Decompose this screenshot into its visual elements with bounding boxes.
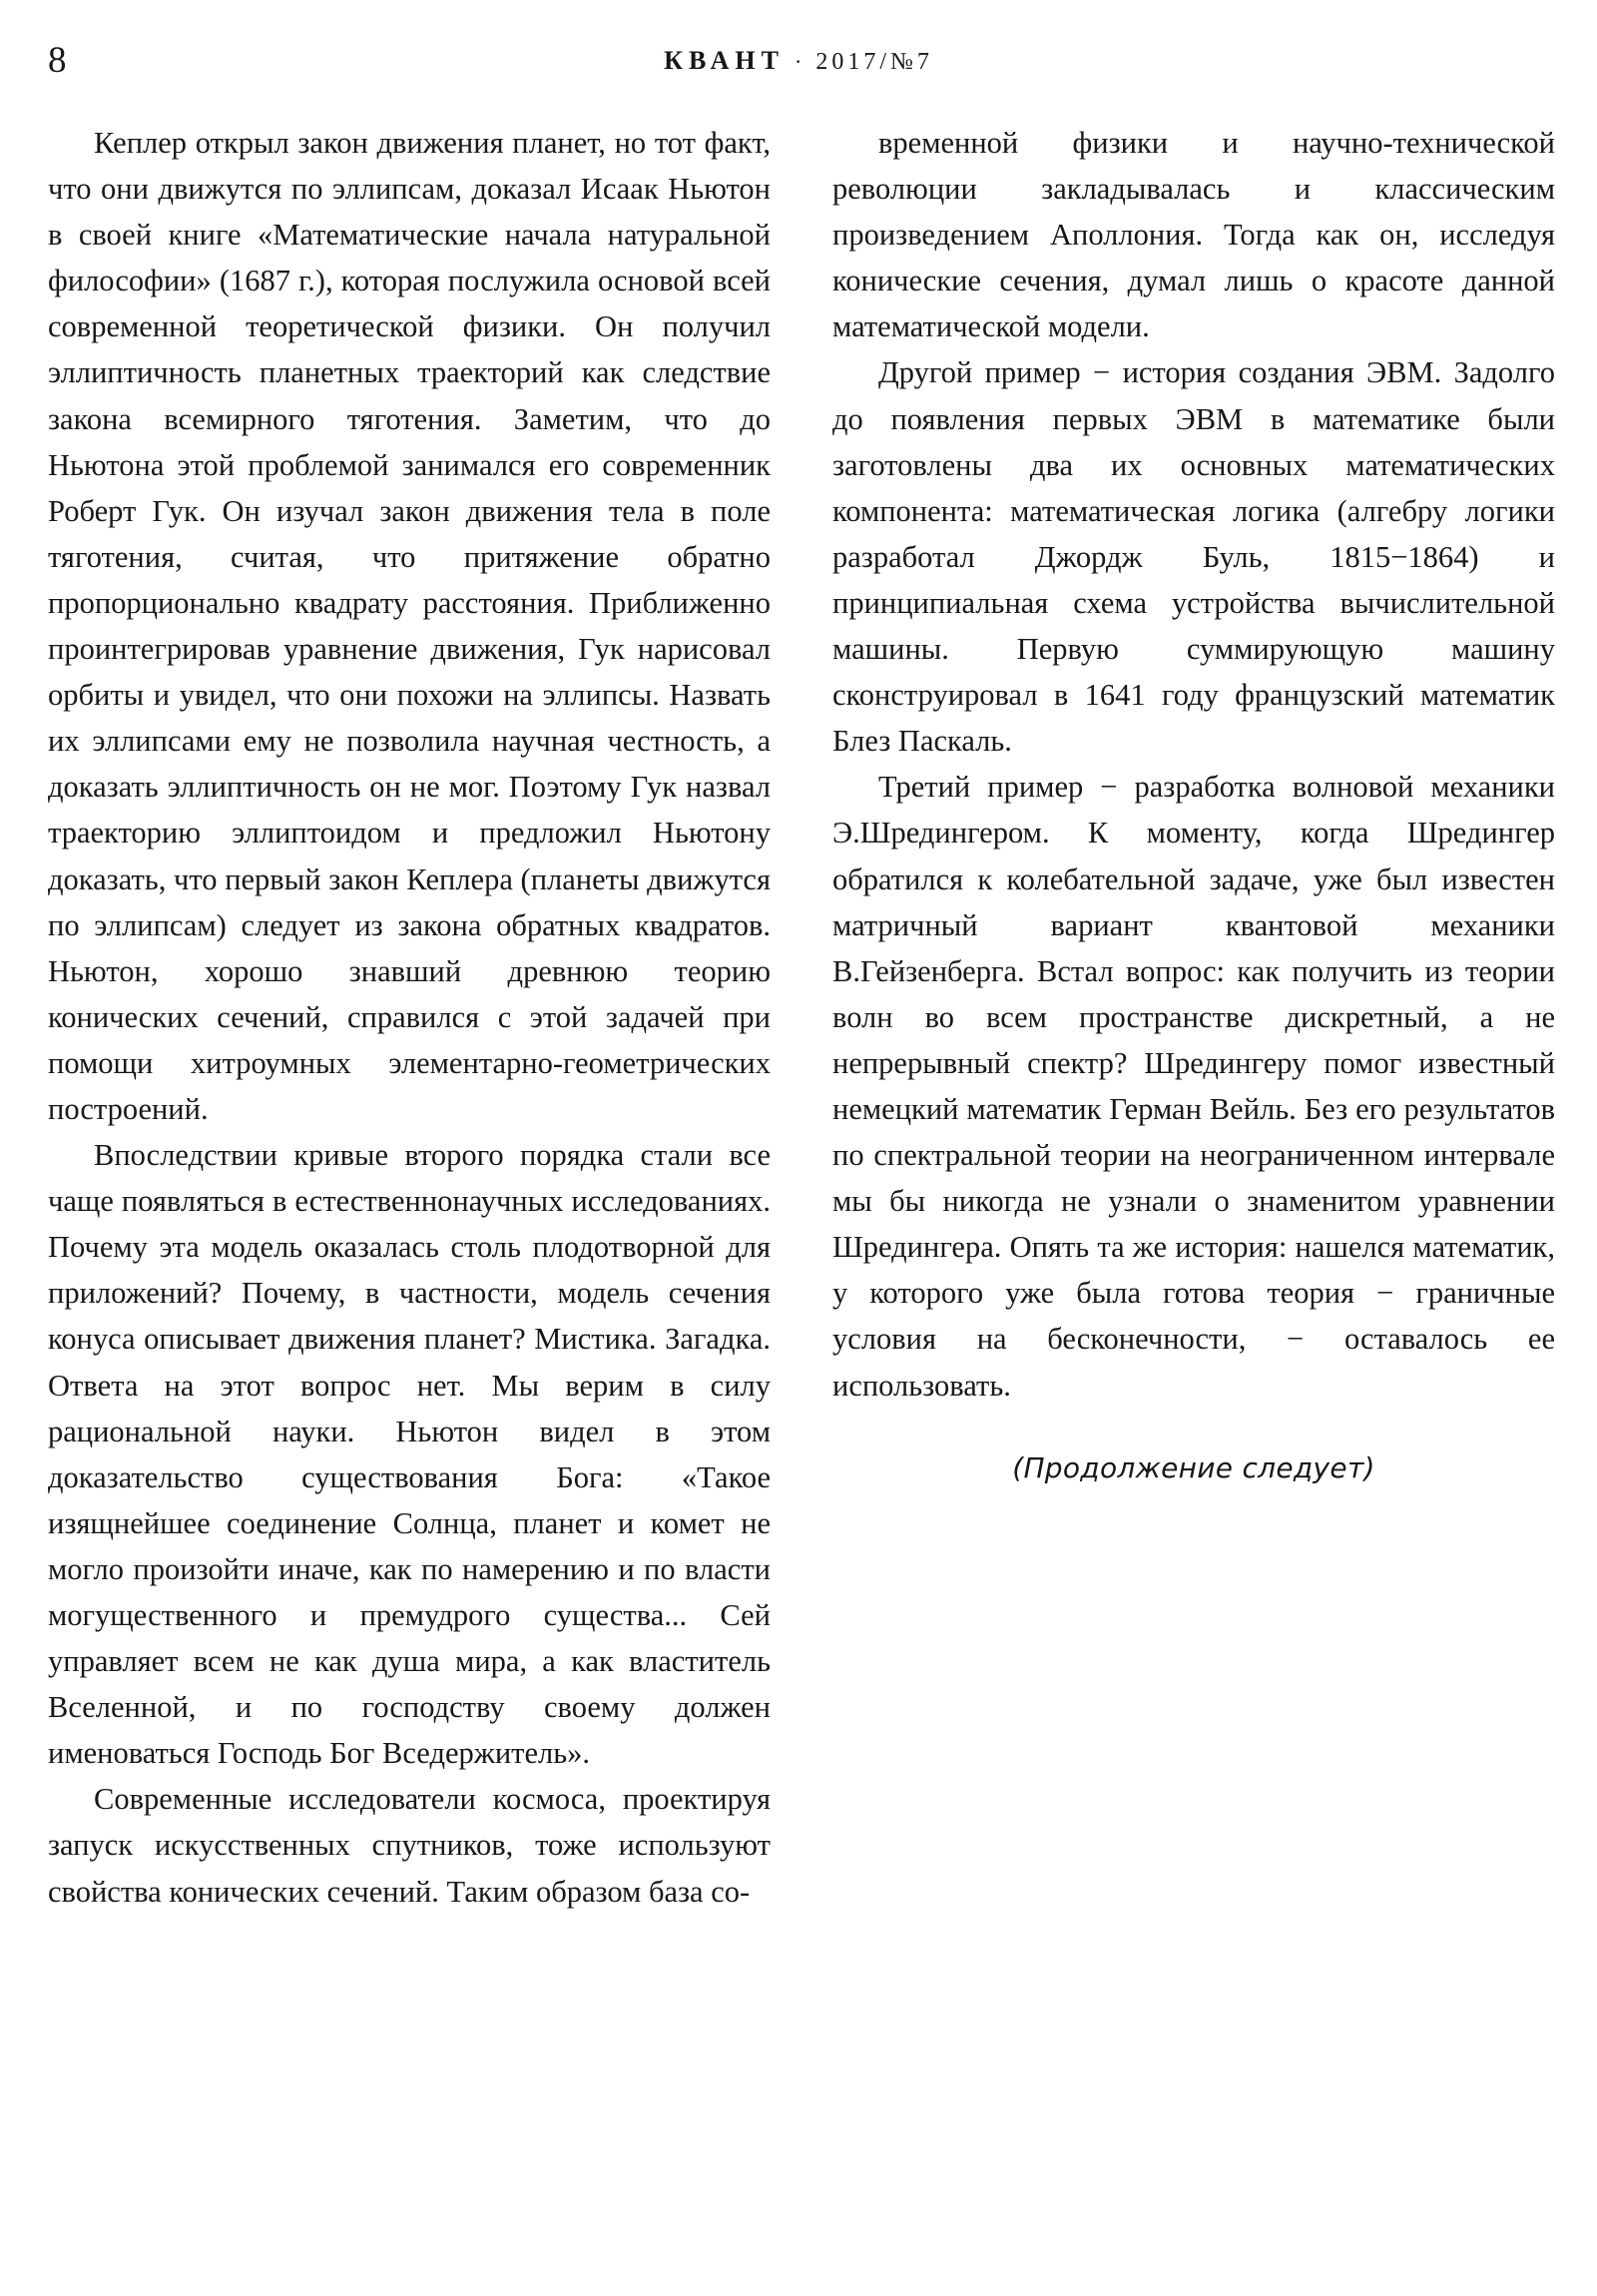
continuation-note: (Продолжение следует) [1012,1450,1375,1484]
paragraph: Другой пример − история создания ЭВМ. Задолго до появления первых ЭВМ в математике были заготовлены два их основных математических компонента: математическая логика (алгебру логики разработал Джордж Буль, 1815−1864) и принципиальная схема устройства вычислительной машины. Первую суммирующую машину сконструировал в 1641 году французский математик Блез Паскаль. [832,355,1555,759]
right-column [832,120,1555,1915]
left-column [48,120,771,1915]
journal-title: КВАНТ [664,46,785,75]
paragraph: Кеплер открыл закон движения планет, но тот факт, что они движутся по эллипсам, доказал Исаак Ньютон в своей книге «Математические начала натуральной философии» (1687 г.), которая послужила основой всей современной теоретической физики. Он получил эллиптичность планетных траекторий как следствие закона всемирного тяготения. Заметим, что до Ньютона этой проблемой занимался его современник Роберт Гук. Он изучал закон движения тела в поле тяготения, считая, что притяжение обратно пропорционально квадрату расстояния. Приближенно проинтегрировав уравнение движения, Гук нарисовал орбиты и увидел, что они похожи на эллипсы. Назвать их эллипсами ему не позволила научная честность, а доказать эллиптичность он не мог. Поэтому Гук назвал траекторию эллиптоидом и предложил Ньютону доказать, что первый закон Кеплера (планеты движутся по эллипсам) следует из закона обратных квадратов. Ньютон, хорошо знавший древнюю теорию конических сечений, справился с этой задачей при помощи хитроумных элементарно-геометрических построений. [48,126,771,1126]
paragraph: Третий пример − разработка волновой механики Э.Шредингером. К моменту, когда Шредингер обратился к колебательной задаче, уже был известен матричный вариант квантовой механики В.Гейзенберга. Встал вопрос: как получить из теории волн во всем пространстве дискретный, а не непрерывный спектр? Шредингеру помог известный немецкий математик Герман Вейль. Без его результатов по спектральной теории на неограниченном интервале мы бы никогда не узнали о знаменитом уравнении Шредингера. Опять та же история: нашелся математик, у которого уже была готова теория − граничные условия на бесконечности, − оставалось ее использовать. [832,770,1555,1403]
paragraph: Впоследствии кривые второго порядка стали все чаще появляться в естественнонаучных исследованиях. Почему эта модель оказалась столь плодотворной для приложений? Почему, в частности, модель сечения конуса описывает движения планет? Мистика. Загадка. Ответа на этот вопрос нет. Мы верим в силу рациональной науки. Ньютон видел в этом доказательство существования Бога: «Такое изящнейшее соединение Солнца, планет и комет не могло произойти иначе, как по намерению и по власти могущественного и премудрого существа... Сей управляет всем не как душа мира, а как властитель Вселенной, и по господству своему должен именоваться Господь Бог Вседержитель». [48,1138,771,1771]
two-column-body [48,120,1555,1915]
paragraph: временной физики и научно-технической революции закладывалась и классическим произведением Аполлония. Тогда как он, исследуя конические сечения, думал лишь о красоте данной математической модели. [832,126,1555,344]
header-separator: · [795,49,806,74]
running-head [0,38,1597,90]
paragraph: Современные исследователи космоса, проектируя запуск искусственных спутников, тоже используют свойства конических сечений. Таким образом база со- [48,1782,771,1909]
issue-label: 2017/№7 [815,49,933,75]
page-number: 8 [48,40,67,81]
journal-header [0,42,1597,81]
